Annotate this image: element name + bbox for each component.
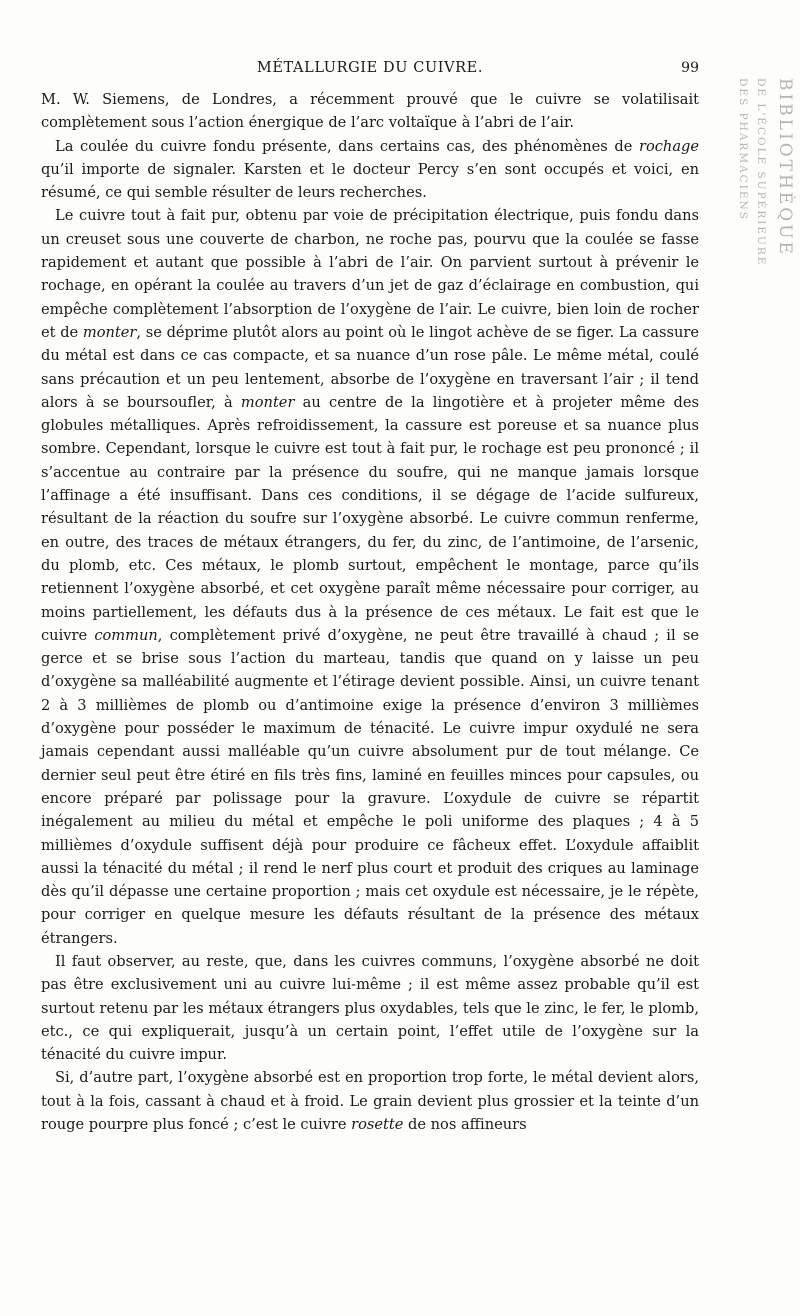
page-number: 99 <box>681 60 699 76</box>
stamp-line: BIBLIOTHÈQUE <box>775 78 795 257</box>
text-run: Le cuivre tout à fait pur, obtenu par voie de précipitation électrique, puis fondu dans un creuset sous une couverte de charbon, ne roche pas, pourvu que la coulée se fasse rapidement et autant que possible à l’abri de l’air. On parvient surtout à prévenir le rochage, en opérant la coulée au travers d’un jet de gaz d’éclairage en combustion, qui empêche complètement l’absorption de l’oxygène de l’air. Le cuivre, bien loin de rocher et de <box>41 207 699 341</box>
text-run: La coulée du cuivre fondu présente, dans certains cas, des phénomènes de <box>55 137 639 155</box>
stamp-line: DES PHARMACIENS <box>737 78 749 221</box>
body-text <box>41 88 699 1136</box>
italic-term: commun <box>94 626 158 644</box>
paragraph <box>41 135 699 205</box>
italic-term: monter <box>240 393 295 411</box>
text-run: de nos affineurs <box>403 1116 527 1134</box>
text-run: Si, d’autre part, l’oxygène absorbé est en proportion trop forte, le métal devient alors, tout à la fois, cassant à chaud et à froid. Le grain devient plus grossier et la teinte d’un rouge pourpre plus foncé ; c’est le cuivre <box>41 1069 699 1134</box>
paragraph <box>41 1066 699 1136</box>
paragraph <box>41 88 699 135</box>
italic-term: rosette <box>351 1116 404 1134</box>
text-run: Il faut observer, au reste, que, dans les cuivres communs, l’oxygène absorbé ne doit pas être exclusivement uni au cuivre lui-même ; il est même assez probable qu’il est surtout retenu par les métaux étrangers plus oxydables, tels que le zinc, le fer, le plomb, etc., ce qui expliquerait, jusqu’à un certain point, l’effet utile de l’oxygène sur la ténacité du cuivre impur. <box>41 952 699 1064</box>
text-run: , complètement privé d’oxygène, ne peut être travaillé à chaud ; il se gerce et se brise sous l’action du marteau, tandis que quand on y laisse un peu d’oxygène sa malléabilité augmente et l’étirage devient possible. Ainsi, un cuivre tenant 2 à 3 millièmes de plomb ou d’antimoine exige la présence d’environ 3 millièmes d’oxygène pour posséder le maximum de ténacité. Le cuivre impur oxydulé ne sera jamais cependant aussi malléable qu’un cuivre absolument pur de tout mélange. Ce dernier seul peut être étiré en fils très fins, laminé en feuilles minces pour capsules, ou encore préparé par polissage pour la gravure. L’oxydule de cuivre se répartit inégalement au milieu du métal et empêche le poli uniforme des plaques ; 4 à 5 millièmes d’oxydule suffisent déjà pour produire ce fâcheux effet. L’oxydule affaiblit aussi la ténacité du métal ; il rend le nerf plus court et produit des criques au laminage dès qu’il dépasse une certaine proportion ; mais cet oxydule est nécessaire, je le répète, pour corriger en quelque mesure les défauts résultant de la présence des métaux étrangers. <box>41 626 699 947</box>
running-head <box>41 58 699 80</box>
text-run: , se déprime plutôt alors au point où le lingot achève de se figer. La cassure du métal est dans ce cas compacte, et sa nuance d’un rose pâle. Le même métal, coulé sans précaution et un peu lentement, absorbe de l’oxygène en traversant l’air ; il tend alors à se boursoufler, à <box>41 323 699 411</box>
italic-term: monter <box>82 323 137 341</box>
text-run: M. W. Siemens, de Londres, a récemment prouvé que le cuivre se volatilisait complètement sous l’action énergique de l’arc voltaïque à l’abri de l’air. <box>41 91 699 132</box>
text-run: qu’il importe de signaler. Karsten et le docteur Percy s’en sont occupés et voici, en résumé, ce qui semble résulter de leurs recherches. <box>41 160 699 202</box>
stamp-line: DE L'ÉCOLE SUPÉRIEURE <box>755 78 767 267</box>
paragraph <box>41 950 699 1066</box>
paragraph <box>41 204 699 950</box>
italic-term: rochage <box>638 137 699 155</box>
library-stamp <box>720 70 798 330</box>
running-title: MÉTALLURGIE DU CUIVRE. <box>256 60 484 76</box>
text-run: au centre de la lingotière et à projeter même des globules métalliques. Après refroidissement, la cassure est poreuse et sa nuance plus sombre. Cependant, lorsque le cuivre est tout à fait pur, le rochage est peu prononcé ; il s’accentue au contraire par la présence du soufre, qui ne manque jamais lorsque l’affinage a été insuffisant. Dans ces conditions, il se dégage de l’acide sulfureux, résultant de la réaction du soufre sur l’oxygène absorbé. Le cuivre commun renferme, en outre, des traces de métaux étrangers, du fer, du zinc, de l’antimoine, de l’arsenic, du plomb, etc. Ces métaux, le plomb surtout, empêchent le montage, parce qu’ils retiennent l’oxygène absorbé, et cet oxygène paraît même nécessaire pour corriger, au moins partiellement, les défauts dus à la présence de ces métaux. Le fait est que le cuivre <box>41 393 699 644</box>
